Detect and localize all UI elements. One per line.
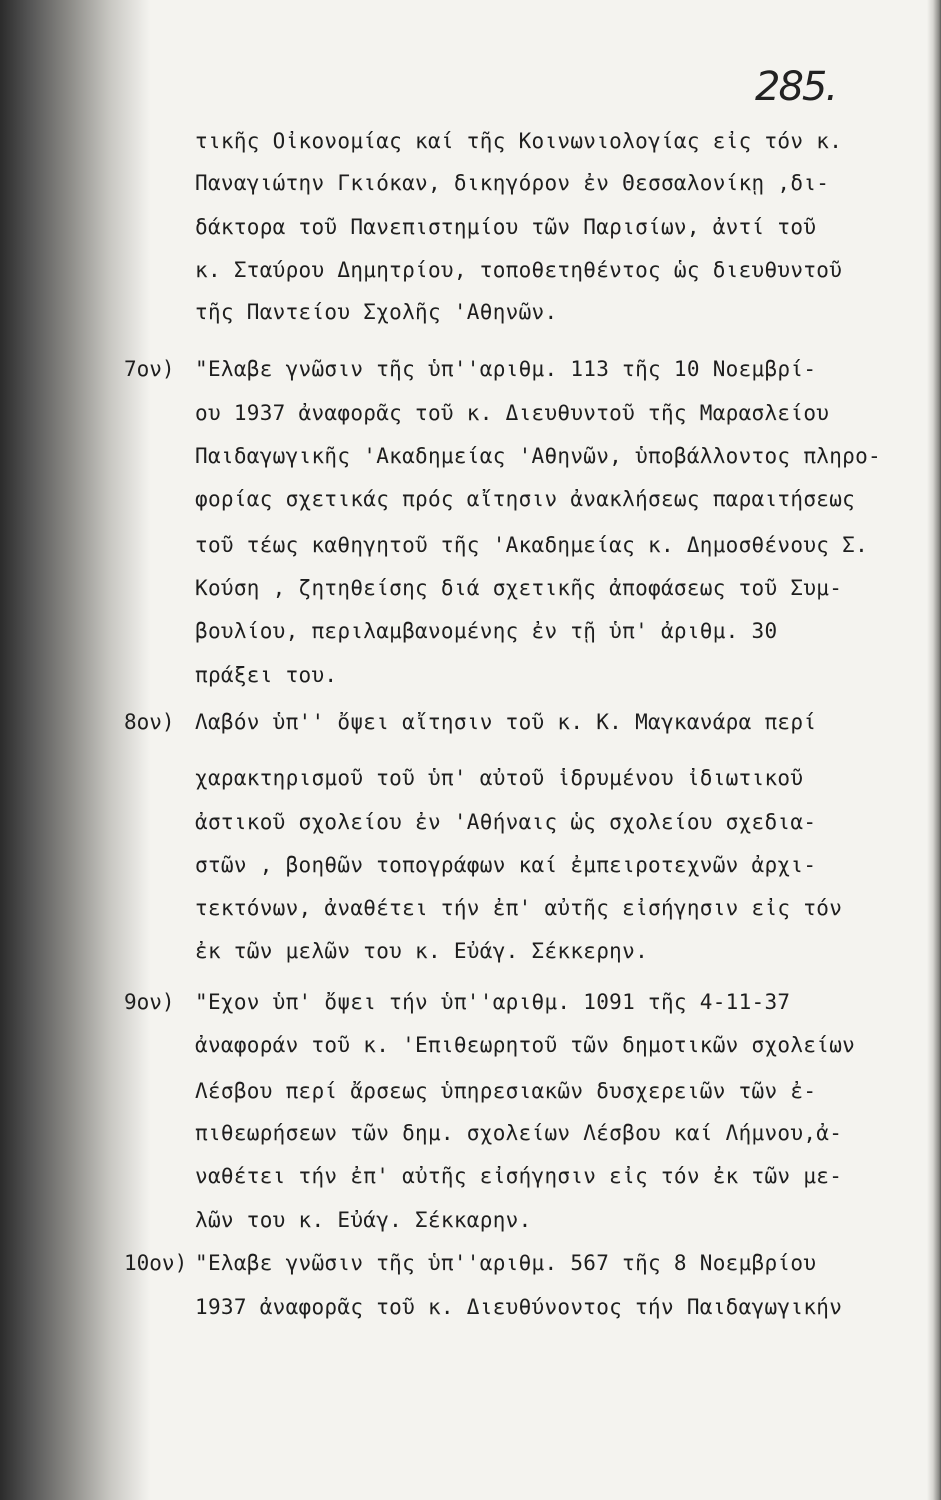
text-line: Λαβόν ὑπ'' ὄψει αἴτησιν τοῦ κ. Κ. Μαγκανάρα περί bbox=[195, 710, 817, 734]
text-line: πιθεωρήσεων τῶν δημ. σχολείων Λέσβου καί Λήμνου,ἀ- bbox=[195, 1121, 843, 1145]
item-marker: 10ον) bbox=[124, 1251, 188, 1275]
text-line: "Ελαβε γνῶσιν τῆς ὑπ''αριθμ. 113 τῆς 10 Νοεμβρί- bbox=[195, 357, 817, 381]
text-line: βουλίου, περιλαμβανομένης ἐν τῇ ὑπ' ἀριθμ. 30 bbox=[195, 619, 778, 643]
text-line: Παναγιώτην Γκιόκαν, δικηγόρον ἐν Θεσσαλονίκῃ ,δι- bbox=[195, 171, 830, 195]
text-line: "Εχον ὑπ' ὄψει τήν ὑπ''αριθμ. 1091 τῆς 4-11-37 bbox=[195, 990, 791, 1014]
item-marker: 7ον) bbox=[124, 357, 175, 381]
text-line: τῆς Παντείου Σχολῆς 'Αθηνῶν. bbox=[195, 300, 558, 324]
text-line: τεκτόνων, ἀναθέτει τήν ἐπ' αὐτῆς εἰσήγησιν εἰς τόν bbox=[195, 896, 843, 920]
text-line: φορίας σχετικάς πρός αἴτησιν ἀνακλήσεως παραιτήσεως bbox=[195, 487, 856, 511]
page-edge bbox=[927, 0, 941, 1500]
text-line: στῶν , βοηθῶν τοπογράφων καί ἐμπειροτεχνῶν ἀρχι- bbox=[195, 853, 817, 877]
text-line: δάκτορα τοῦ Πανεπιστημίου τῶν Παρισίων, ἀντί τοῦ bbox=[195, 215, 817, 239]
text-line: κ. Σταύρου Δημητρίου, τοποθετηθέντος ὡς διευθυντοῦ bbox=[195, 258, 843, 282]
item-marker: 8ον) bbox=[124, 710, 175, 734]
text-line: χαρακτηρισμοῦ τοῦ ὑπ' αὐτοῦ ἱδρυμένου ἰδιωτικοῦ bbox=[195, 766, 804, 790]
text-line: ναθέτει τήν ἐπ' αὐτῆς εἰσήγησιν εἰς τόν ἐκ τῶν με- bbox=[195, 1164, 843, 1188]
text-line: 1937 ἀναφορᾶς τοῦ κ. Διευθύνοντος τήν Παιδαγωγικήν bbox=[195, 1295, 843, 1319]
text-line: ἐκ τῶν μελῶν του κ. Εὐάγ. Σέκκερην. bbox=[195, 939, 649, 963]
page-number: 285. bbox=[755, 64, 837, 110]
text-line: ἀναφοράν τοῦ κ. 'Επιθεωρητοῦ τῶν δημοτικῶν σχολείων bbox=[195, 1033, 856, 1057]
text-line: τικῆς Οἰκονομίας καί τῆς Κοινωνιολογίας εἰς τόν κ. bbox=[195, 129, 843, 153]
item-marker: 9ον) bbox=[124, 990, 175, 1014]
text-line: ἀστικοῦ σχολείου ἐν 'Αθήναις ὡς σχολείου σχεδια- bbox=[195, 810, 817, 834]
text-line: πράξει του. bbox=[195, 663, 338, 687]
text-line: ου 1937 ἀναφορᾶς τοῦ κ. Διευθυντοῦ τῆς Μαρασλείου bbox=[195, 401, 830, 425]
text-line: Κούση , ζητηθείσης διά σχετικῆς ἀποφάσεως τοῦ Συμ- bbox=[195, 576, 843, 600]
text-line: λῶν του κ. Εὐάγ. Σέκκαρην. bbox=[195, 1208, 532, 1232]
text-line: Λέσβου περί ἄρσεως ὑπηρεσιακῶν δυσχερειῶν τῶν ἐ- bbox=[195, 1079, 817, 1103]
text-line: "Ελαβε γνῶσιν τῆς ὑπ''αριθμ. 567 τῆς 8 Νοεμβρίου bbox=[195, 1251, 817, 1275]
text-line: Παιδαγωγικῆς 'Ακαδημείας 'Αθηνῶν, ὑποβάλλοντος πληρο- bbox=[195, 444, 881, 468]
text-line: τοῦ τέως καθηγητοῦ τῆς 'Ακαδημείας κ. Δημοσθένους Σ. bbox=[195, 533, 869, 557]
